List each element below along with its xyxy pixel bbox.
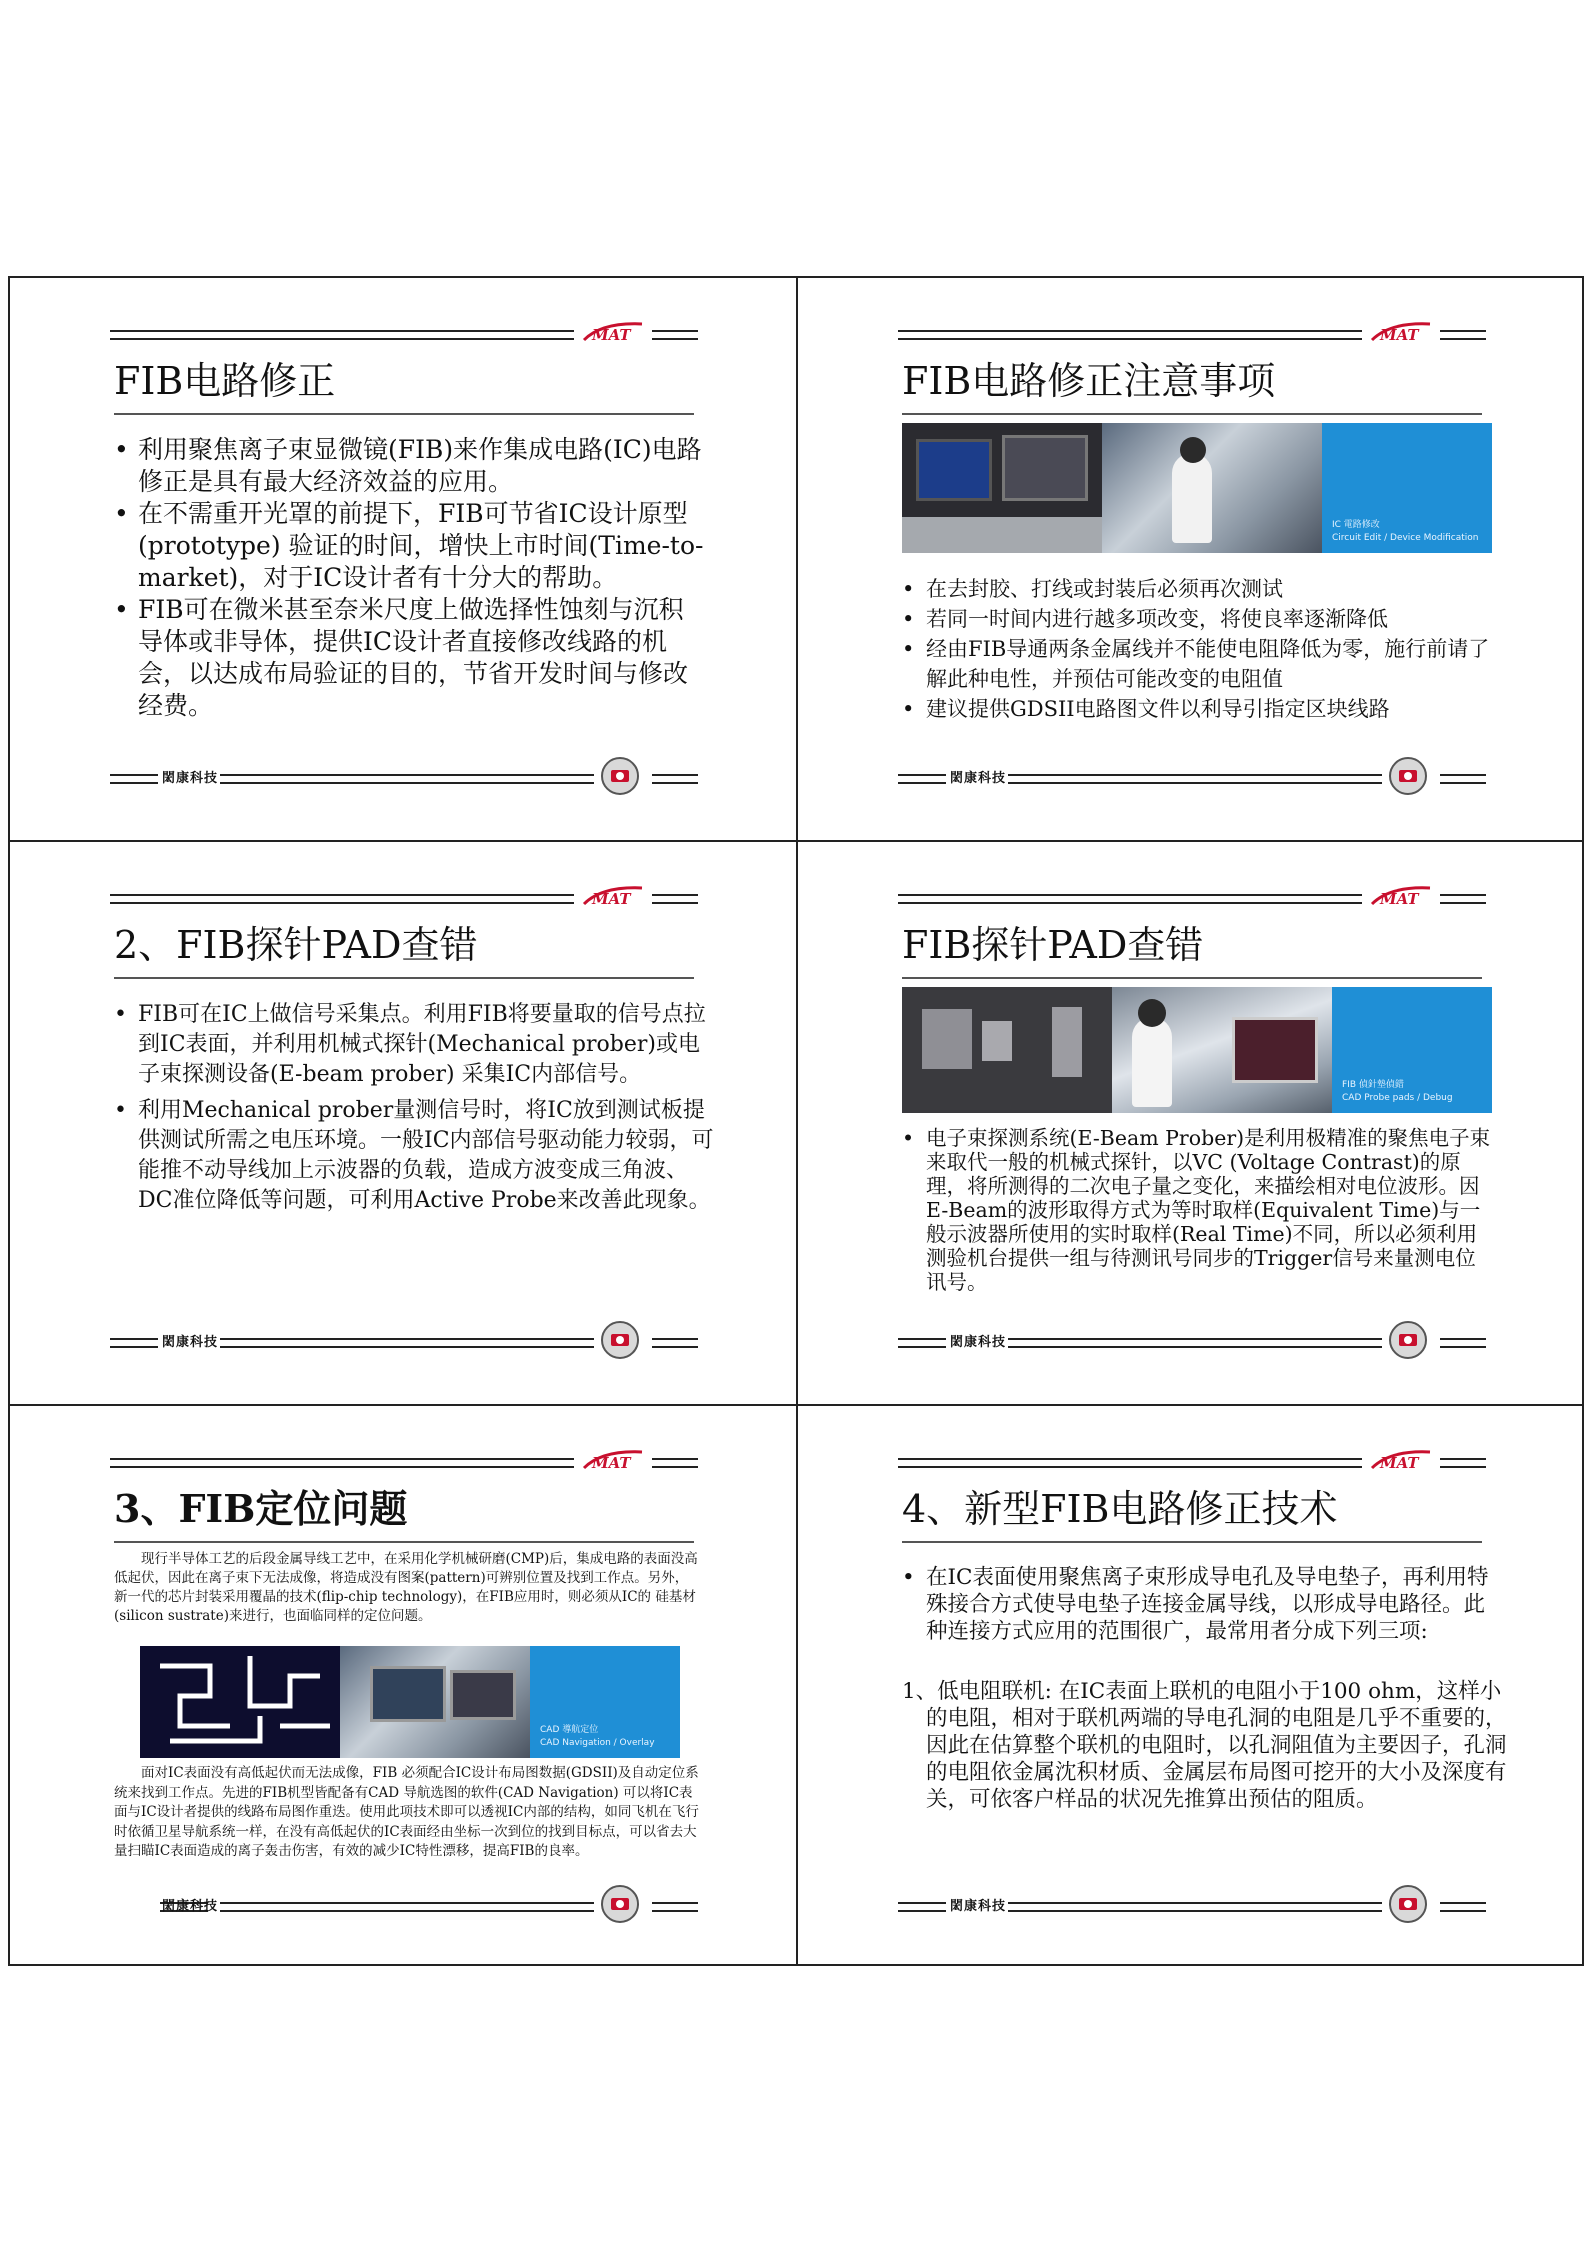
slide-6 <box>798 1406 1584 1968</box>
photo-panel <box>140 1646 340 1758</box>
photo-panel <box>1102 423 1322 553</box>
slide-title: FIB电路修正注意事项 <box>902 359 1276 403</box>
body-paragraph: 面对IC表面没有高低起伏而无法成像，FIB 必须配合IC设计布局图数据(GDSII)及自动定位系统来找到工作点。先进的FIB机型皆配备有CAD 导航选图的软件(CAD Navigation) 可以将IC表面与IC设计者提供的线路布局图作重迭。使用此项技术即可以透视IC内部的结构，如同飞机在飞行时依循卫星导航系统一样，在没有高低起伏的IC表面经由坐标一次到位的找到目标点，可以省去大量扫瞄IC表面造成的离子轰击伤害，有效的减少IC特性漂移，提高FIB的良率。 <box>114 1765 699 1859</box>
bullet-list <box>902 1126 1492 1294</box>
caption-line: FIB 偵針墊偵錯 <box>1342 1080 1404 1090</box>
header-rule-right <box>1440 330 1486 340</box>
photo-caption-panel <box>1332 987 1492 1113</box>
caption-line: CAD Navigation / Overlay <box>540 1738 655 1748</box>
footer-mark: 閎康科技 <box>950 771 1007 786</box>
title-underline <box>114 977 694 979</box>
header-rule <box>110 330 574 340</box>
bullet-list <box>902 574 1502 724</box>
body-paragraph: 现行半导体工艺的后段金属导线工艺中，在采用化学机械研磨(CMP)后，集成电路的表面没高低起伏，因此在离子束下无法成像，将造成没有图案(pattern)可辨别位置及找到工作点。另外，新一代的芯片封装采用覆晶的技术(flip-chip technology)，在FIB应用时，则必须从IC的 硅基材(silicon sustrate)来进行，也面临同样的定位问题。 <box>114 1551 698 1624</box>
header-rule-right <box>652 1458 698 1468</box>
cad-photo-banner <box>140 1646 680 1758</box>
chip-badge-icon <box>600 1320 640 1360</box>
slide-title: 3、FIB定位问题 <box>114 1486 408 1531</box>
header-rule-right <box>652 894 698 904</box>
bullet-item: • FIB可在微米甚至奈米尺度上做选择性蚀刻与沉积导体或非导体，提供IC设计者直接修改线路的机会，以达成布局验证的目的，节省开发时间与修改经费。 <box>114 594 704 722</box>
footer-rule <box>220 1338 594 1348</box>
chip-badge-icon <box>1388 1320 1428 1360</box>
caption-line: Circuit Edit / Device Modification <box>1332 533 1479 543</box>
caption-line: CAD Probe pads / Debug <box>1342 1093 1453 1103</box>
photo-panel <box>340 1646 530 1758</box>
svg-text:MAT: MAT <box>592 326 631 344</box>
slide-2 <box>798 278 1584 840</box>
slide-title: 4、新型FIB电路修正技术 <box>902 1487 1338 1531</box>
footer-rule-right <box>1440 1338 1486 1348</box>
bullet-item: • 若同一时间内进行越多项改变，将使良率逐渐降低 <box>902 604 1502 634</box>
bullet-item: • 在不需重开光罩的前提下，FIB可节省IC设计原型(prototype) 验证的时间，增快上市时间(Time-to-market)，对于IC设计者有十分大的帮助。 <box>114 498 704 594</box>
svg-text:MAT: MAT <box>1380 890 1419 908</box>
mat-logo-icon <box>1370 882 1432 908</box>
numbered-item: 1、低电阻联机: 在IC表面上联机的电阻小于100 ohm，这样小的电阻，相对于联机两端的导电孔洞的电阻是几乎不重要的，因此在估算整个联机的电阻时，以孔洞阻值为主要因子，孔洞的电阻依金属沈积材质、金属层布局图可挖开的大小及深度有关，可依客户样品的状况先推算出预估的阻质。 <box>902 1679 1507 1812</box>
mat-logo-icon <box>582 1446 644 1472</box>
header-rule <box>898 1458 1362 1468</box>
mat-logo-icon <box>582 318 644 344</box>
bullet-item: • 利用Mechanical prober量测信号时，将IC放到测试板提供测试所需之电压环境。一般IC内部信号驱动能力较弱，可能推不动导线加上示波器的负载，造成方波变成三角波、DC准位降低等问题，可利用Active Probe来改善此现象。 <box>114 1096 714 1216</box>
footer-rule-right <box>652 1338 698 1348</box>
footer-rule <box>1008 1902 1382 1912</box>
footer-mark: 閎康科技 <box>162 1899 219 1914</box>
bullet-item: • 建议提供GDSII电路图文件以利导引指定区块线路 <box>902 694 1502 724</box>
slide-5 <box>10 1406 796 1968</box>
mat-logo-icon <box>582 882 644 908</box>
title-underline <box>902 1541 1482 1543</box>
caption-line: CAD 導航定位 <box>540 1725 599 1735</box>
photo-panel <box>902 987 1112 1113</box>
mat-logo-icon <box>1370 318 1432 344</box>
slide-title: FIB探针PAD查错 <box>902 923 1204 967</box>
mat-logo-icon <box>1370 1446 1432 1472</box>
svg-text:MAT: MAT <box>592 1454 631 1472</box>
footer-mark: 閎康科技 <box>162 1335 219 1350</box>
chip-badge-icon <box>600 756 640 796</box>
slide-title: 2、FIB探针PAD查错 <box>114 923 478 967</box>
photo-panel <box>902 423 1102 553</box>
svg-text:MAT: MAT <box>1380 1454 1419 1472</box>
footer-mark: 閎康科技 <box>950 1899 1007 1914</box>
footer-rule-right <box>652 774 698 784</box>
slide-1 <box>10 278 796 840</box>
bullet-item: • 在去封胶、打线或封装后必须再次测试 <box>902 574 1502 604</box>
bullet-item: • FIB可在IC上做信号采集点。利用FIB将要量取的信号点拉到IC表面，并利用机械式探针(Mechanical prober)或电子束探测设备(E-beam prober) 采集IC内部信号。 <box>114 1000 714 1090</box>
footer-rule <box>110 774 158 784</box>
photo-caption-panel <box>530 1646 680 1758</box>
photo-panel <box>1112 987 1332 1113</box>
lab-photo-banner <box>902 423 1492 553</box>
bullet-item: • 利用聚焦离子束显微镜(FIB)来作集成电路(IC)电路修正是具有最大经济效益的应用。 <box>114 434 704 498</box>
lab-photo-banner <box>902 987 1492 1113</box>
svg-text:MAT: MAT <box>592 890 631 908</box>
cad-layout-icon <box>140 1646 340 1758</box>
slide-grid <box>8 276 1584 1966</box>
slide-title: FIB电路修正 <box>114 359 336 403</box>
footer-rule-right <box>1440 774 1486 784</box>
title-underline <box>114 1541 694 1543</box>
footer-rule <box>898 774 946 784</box>
title-underline <box>902 413 1482 415</box>
caption-line: IC 電路修改 <box>1332 520 1380 530</box>
header-rule-right <box>1440 894 1486 904</box>
header-rule <box>110 1458 574 1468</box>
svg-text:MAT: MAT <box>1380 326 1419 344</box>
bullet-list <box>114 1000 714 1216</box>
bullet-item: • 电子束探测系统(E-Beam Prober)是利用极精准的聚焦电子束来取代一般的机械式探针，以VC (Voltage Contrast)的原理，将所测得的二次电子量之变化，来描绘相对电位波形。因E-Beam的波形取得方式为等时取样(Equivalent Time)与一般示波器所使用的实时取样(Real Time)不同，所以必须利用测验机台提供一组与待测讯号同步的Trigger信号来量测电位讯号。 <box>902 1126 1492 1294</box>
footer-rule <box>220 1902 594 1912</box>
photo-caption-panel <box>1322 423 1492 553</box>
chip-badge-icon <box>1388 1884 1428 1924</box>
bullet-item: • 在IC表面使用聚焦离子束形成导电孔及导电垫子，再利用特殊接合方式使导电垫子连接金属导线，以形成导电路径。此种连接方式应用的范围很广，最常用者分成下列三项: <box>902 1564 1492 1645</box>
footer-rule-right <box>1440 1902 1486 1912</box>
footer-mark: 閎康科技 <box>162 771 219 786</box>
footer-rule <box>220 774 594 784</box>
header-rule <box>898 330 1362 340</box>
footer-rule <box>898 1338 946 1348</box>
footer-rule-right <box>652 1902 698 1912</box>
footer-rule <box>898 1902 946 1912</box>
title-underline <box>902 977 1482 979</box>
bullet-list <box>902 1564 1492 1645</box>
header-rule <box>898 894 1362 904</box>
chip-badge-icon <box>1388 756 1428 796</box>
bullet-list <box>114 434 704 722</box>
bullet-item: • 经由FIB导通两条金属线并不能使电阻降低为零，施行前请了解此种电性，并预估可能改变的电阻值 <box>902 634 1502 694</box>
chip-badge-icon <box>600 1884 640 1924</box>
footer-rule <box>1008 774 1382 784</box>
slide-4 <box>798 842 1584 1404</box>
footer-rule <box>110 1338 158 1348</box>
header-rule <box>110 894 574 904</box>
header-rule-right <box>1440 1458 1486 1468</box>
slide-3 <box>10 842 796 1404</box>
footer-rule <box>1008 1338 1382 1348</box>
header-rule-right <box>652 330 698 340</box>
title-underline <box>114 413 694 415</box>
footer-mark: 閎康科技 <box>950 1335 1007 1350</box>
